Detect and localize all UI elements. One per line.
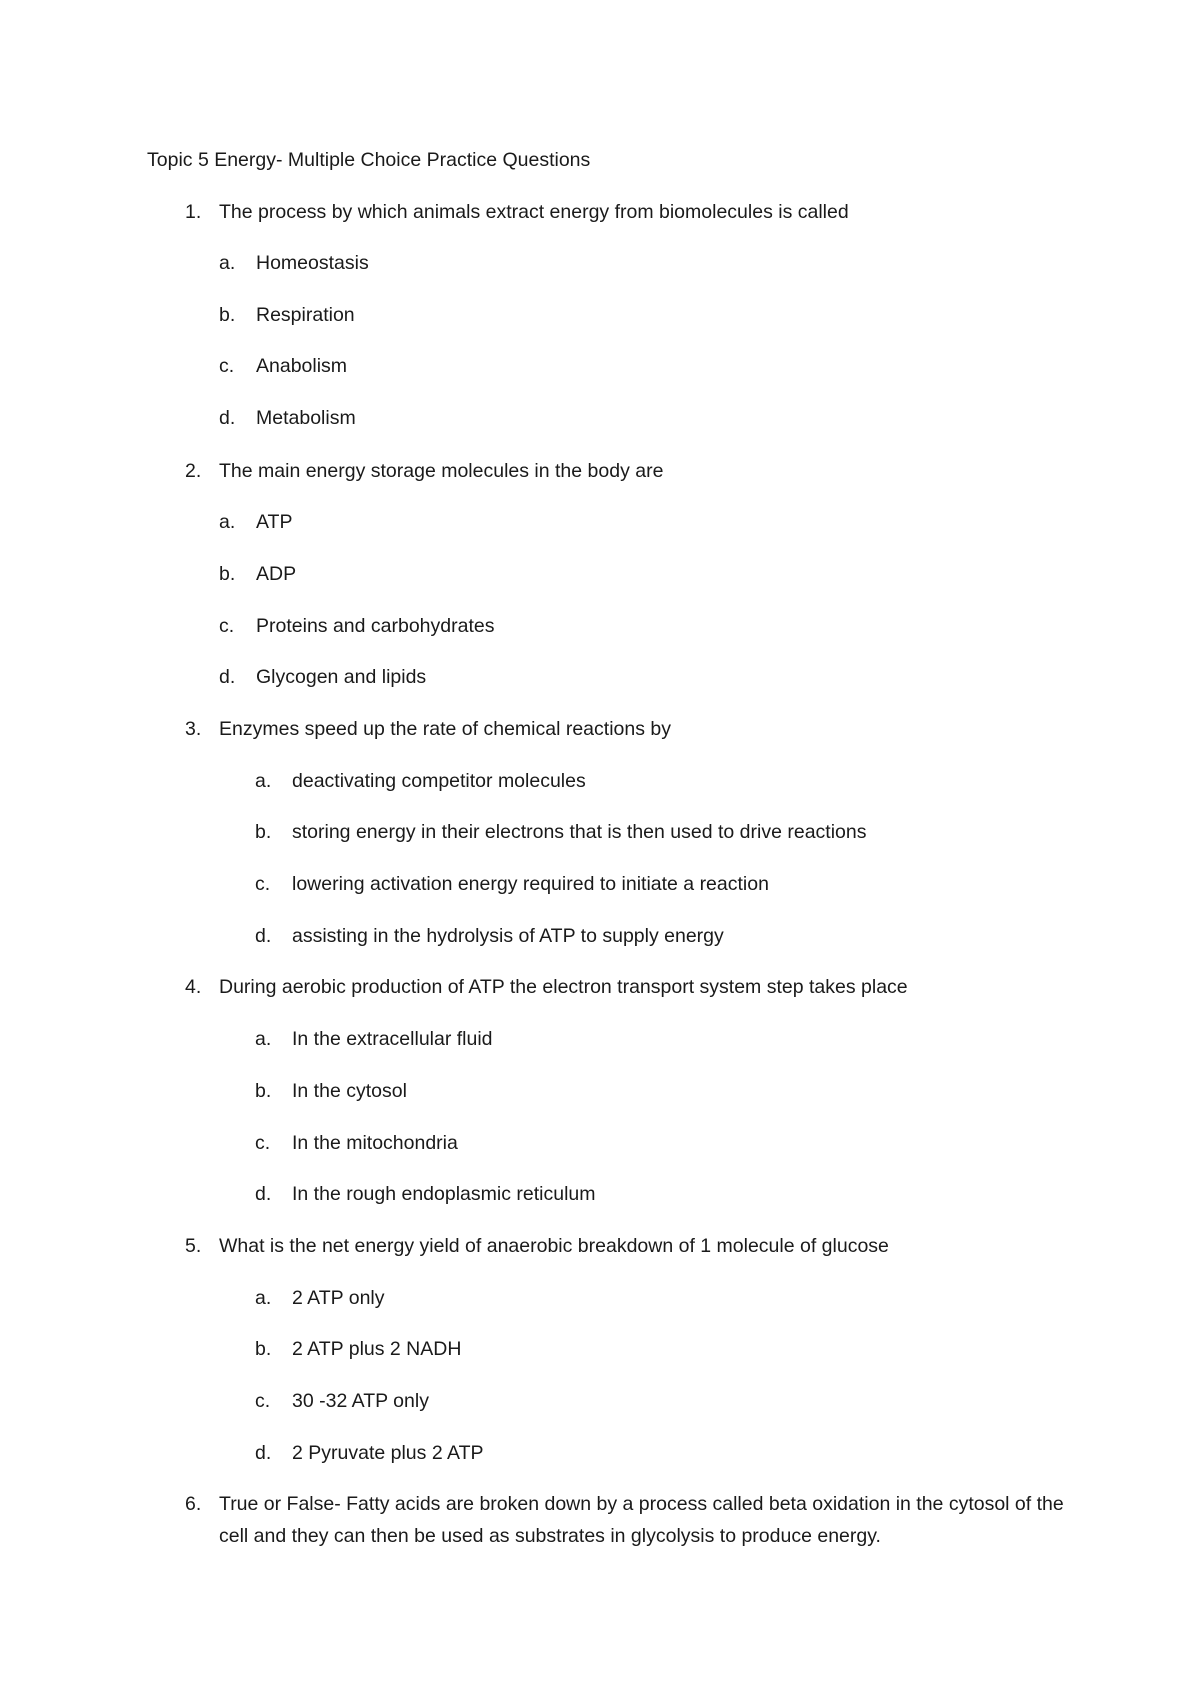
question-number: 4. [185, 976, 202, 998]
option-text: ATP [256, 511, 293, 533]
option-text: ADP [256, 563, 297, 585]
document-title: Topic 5 Energy- Multiple Choice Practice Questions [147, 149, 591, 171]
option-label: d. [255, 1183, 272, 1205]
option-label: a. [219, 511, 236, 533]
option-text: 2 Pyruvate plus 2 ATP [292, 1442, 484, 1464]
question-6 [0, 1492, 1200, 1562]
question-text: During aerobic production of ATP the electron transport system step takes place [219, 976, 908, 998]
option-text: 30 -32 ATP only [292, 1390, 429, 1412]
option-text: Respiration [256, 304, 355, 326]
option-text: 2 ATP plus 2 NADH [292, 1338, 462, 1360]
option-label: d. [219, 666, 236, 688]
option-label: b. [255, 1338, 272, 1360]
option-label: b. [219, 563, 236, 585]
option-text: 2 ATP only [292, 1287, 385, 1309]
option-text: In the cytosol [292, 1080, 407, 1102]
option-text: deactivating competitor molecules [292, 770, 586, 792]
question-number: 1. [185, 201, 202, 223]
option-label: d. [219, 407, 236, 429]
option-text: Metabolism [256, 407, 356, 429]
question-number: 2. [185, 460, 202, 482]
option-label: c. [219, 615, 235, 637]
option-label: c. [219, 355, 235, 377]
question-text: True or False- Fatty acids are broken down by a process called beta oxidation in the cytosol of the cell and they can then be used as substrates in glycolysis to produce energy. [219, 1493, 1064, 1547]
option-label: a. [255, 770, 272, 792]
option-text: storing energy in their electrons that is then used to drive reactions [292, 821, 867, 843]
question-text: The process by which animals extract energy from biomolecules is called [219, 201, 849, 223]
option-text: In the mitochondria [292, 1132, 458, 1154]
option-text: Proteins and carbohydrates [256, 615, 495, 637]
question-text: The main energy storage molecules in the body are [219, 460, 664, 482]
question-text: What is the net energy yield of anaerobic breakdown of 1 molecule of glucose [219, 1235, 889, 1257]
option-label: c. [255, 873, 271, 895]
question-number: 6. [185, 1493, 202, 1515]
option-text: lowering activation energy required to initiate a reaction [292, 873, 769, 895]
option-label: a. [255, 1287, 272, 1309]
question-number: 3. [185, 718, 202, 740]
option-text: Glycogen and lipids [256, 666, 427, 688]
question-number: 5. [185, 1235, 202, 1257]
option-text: Anabolism [256, 355, 348, 377]
option-text: In the rough endoplasmic reticulum [292, 1183, 596, 1205]
option-text: assisting in the hydrolysis of ATP to supply energy [292, 925, 724, 947]
option-text: Homeostasis [256, 252, 369, 274]
option-label: a. [255, 1028, 272, 1050]
option-text: In the extracellular fluid [292, 1028, 493, 1050]
option-label: a. [219, 252, 236, 274]
option-label: b. [255, 1080, 272, 1102]
option-label: b. [255, 821, 272, 843]
option-label: c. [255, 1132, 271, 1154]
option-label: b. [219, 304, 236, 326]
option-label: d. [255, 1442, 272, 1464]
option-label: d. [255, 925, 272, 947]
question-text: Enzymes speed up the rate of chemical reactions by [219, 718, 671, 740]
option-label: c. [255, 1390, 271, 1412]
